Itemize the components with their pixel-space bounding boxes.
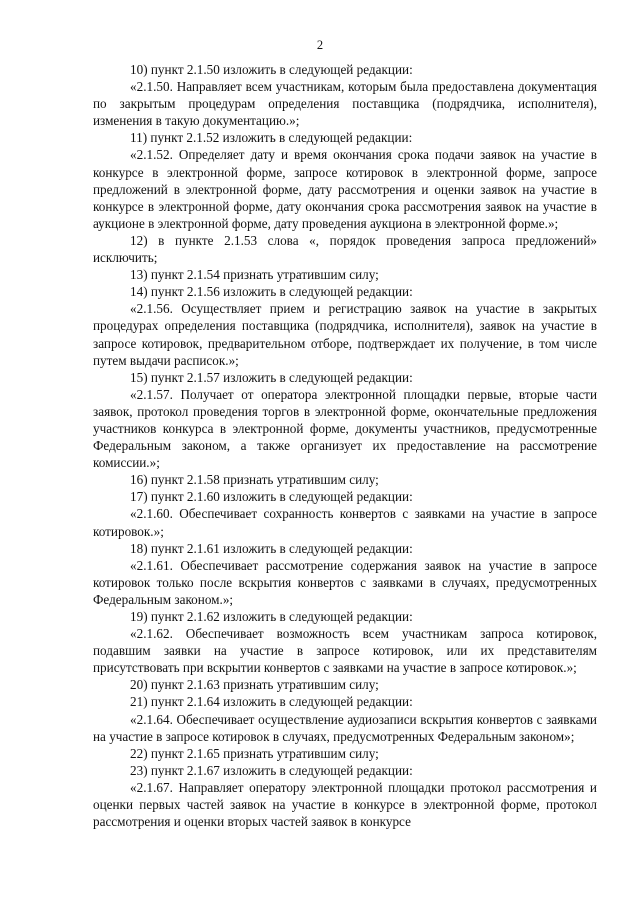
paragraph-item-16: 16) пункт 2.1.58 признать утратившим силу; [130,472,379,488]
paragraph-clause-2-1-67: «2.1.67. Направляет оператору электронной площадки протокол рассмотрения и оценки первых частей заявок на участие в конкурсе в электронной форме, протокол рассмотрения и оценки вторых частей заявок в конкурсе [93,779,597,830]
paragraph-clause-2-1-60: «2.1.60. Обеспечивает сохранность конвертов с заявками на участие в запросе котировок.»; [93,506,597,539]
paragraph-item-20: 20) пункт 2.1.63 признать утратившим силу; [130,677,379,693]
paragraph-item-11-heading: 11) пункт 2.1.52 изложить в следующей редакции: [130,130,413,146]
paragraph-item-10-heading: 10) пункт 2.1.50 изложить в следующей редакции: [130,62,413,77]
paragraph-item-14-heading: 14) пункт 2.1.56 изложить в следующей редакции: [130,284,413,300]
document-body [93,61,597,830]
paragraph-item-18-heading: 18) пункт 2.1.61 изложить в следующей редакции: [130,540,413,556]
paragraph-item-21-heading: 21) пункт 2.1.64 изложить в следующей редакции: [130,694,413,710]
paragraph-clause-2-1-50: «2.1.50. Направляет всем участникам, которым была предоставлена документация по закрытым процедурам определения поставщика (подрядчика, исполнителя), изменения в такую документацию.»; [93,79,597,129]
page-number: 2 [316,38,324,52]
paragraph-clause-2-1-62: «2.1.62. Обеспечивает возможность всем участникам запроса котировок, подавшим заявки на участие в запросе котировок, или их представителям присутствовать при вскрытии конвертов с заявками на участие в запросе котировок.»; [93,626,597,676]
paragraph-clause-2-1-57: «2.1.57. Получает от оператора электронной площадки первые, вторые части заявок, протокол проведения торгов в электронной форме, окончательные предложения участников конкурса в электронной форме, документы участников, предусмотренные Федеральным законом, а также организует их предоставление на рассмотрение комиссии.»; [93,386,597,471]
paragraph-clause-2-1-61: «2.1.61. Обеспечивает рассмотрение содержания заявок на участие в запросе котировок только после вскрытия конвертов с заявками в случаях, предусмотренных Федеральным законом.»; [93,557,597,607]
paragraph-item-12: 12) в пункте 2.1.53 слова «, порядок проведения запроса предложений» исключить; [93,232,597,266]
paragraph-item-19-heading: 19) пункт 2.1.62 изложить в следующей редакции: [130,609,413,624]
paragraph-item-23-heading: 23) пункт 2.1.67 изложить в следующей редакции: [130,762,413,778]
paragraph-item-15-heading: 15) пункт 2.1.57 изложить в следующей редакции: [130,369,413,385]
paragraph-item-13: 13) пункт 2.1.54 признать утратившим силу; [130,267,379,283]
paragraph-item-17-heading: 17) пункт 2.1.60 изложить в следующей редакции: [130,489,413,505]
paragraph-clause-2-1-52: «2.1.52. Определяет дату и время окончания срока подачи заявок на участие в конкурсе в электронной форме, запросе котировок в электронной форме, запросе предложений в электронной форме, дату рассмотрения и оценки заявок на участие в конкурсе в электронной форме, дату окончания срока рассмотрения заявок на участие в аукционе в электронной форме, дату проведения аукциона в электронной форме.»; [93,147,597,231]
paragraph-clause-2-1-56: «2.1.56. Осуществляет прием и регистрацию заявок на участие в закрытых процедурах определения поставщика (подрядчика, исполнителя), заявок на участие в запросе котировок, предварительном отборе, подтверждает их получение, в том числе путем выдачи расписок.»; [93,301,597,368]
paragraph-item-22: 22) пункт 2.1.65 признать утратившим силу; [130,745,379,761]
paragraph-clause-2-1-64: «2.1.64. Обеспечивает осуществление аудиозаписи вскрытия конвертов с заявками на участие в запросе котировок в случаях, предусмотренных Федеральным законом»; [93,711,597,744]
